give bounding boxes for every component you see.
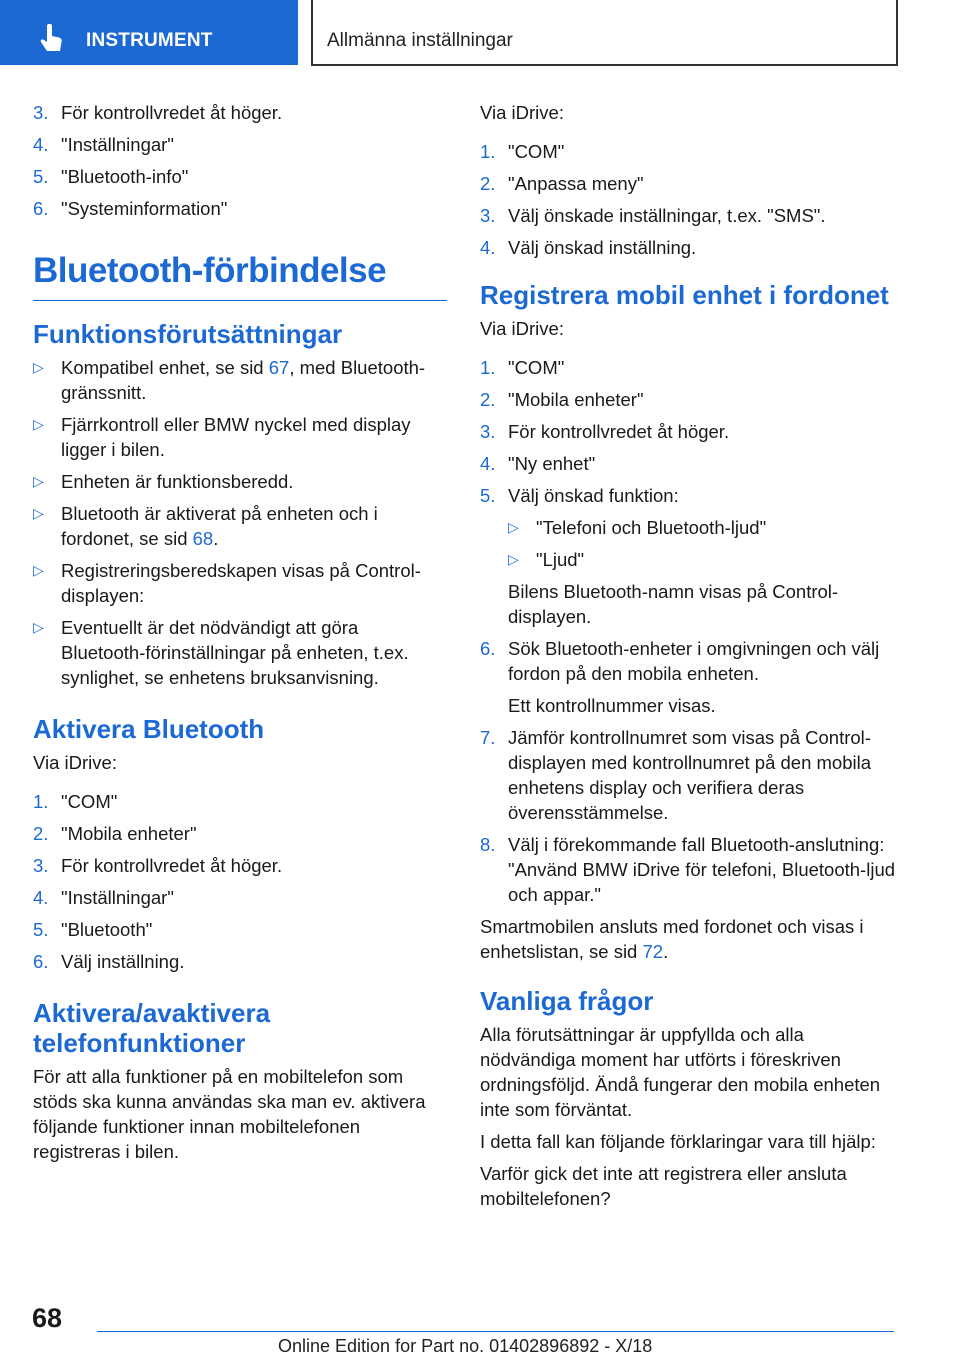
step-text: Välj önskad inställning. <box>508 237 697 258</box>
step-text: "Inställningar" <box>61 887 174 908</box>
list-item <box>480 483 900 629</box>
step-text: Välj inställning. <box>61 951 185 972</box>
triangle-bullet-icon: ▷ <box>33 619 44 635</box>
connected-text <box>480 914 900 964</box>
right-intro: Via iDrive: <box>480 102 564 123</box>
list-item <box>33 558 447 608</box>
bluetooth-name-note: Bilens Bluetooth-namn visas på Control-displayen. <box>508 581 839 627</box>
right-steps-list <box>480 139 900 260</box>
footer-divider <box>97 1331 894 1332</box>
item-text: Enheten är funktionsberedd. <box>61 471 294 492</box>
list-item <box>480 451 900 476</box>
paragraph-text: Smartmobilen ansluts med fordonet och visas i enhetslistan, se sid <box>480 916 864 962</box>
item-text: Fjärrkontroll eller BMW nyckel med display ligger i bilen. <box>61 414 411 460</box>
list-item <box>480 203 900 228</box>
step-text: Jämför kontrollnumret som visas på Control-displayen med kontrollnumret på den mobila enhetens display och verifiera deras överensstämmelse. <box>508 727 872 823</box>
step-number: 7. <box>480 727 496 748</box>
step-text: Välj önskad funktion: <box>508 485 679 506</box>
triangle-bullet-icon: ▷ <box>33 359 44 375</box>
list-item <box>480 139 900 164</box>
list-item <box>33 469 447 494</box>
list-item <box>480 636 900 718</box>
phone-functions-heading: Aktivera/avaktivera telefonfunktioner <box>33 998 271 1058</box>
list-item <box>33 789 447 814</box>
step-text: "Ny enhet" <box>508 453 596 474</box>
list-item <box>480 171 900 196</box>
activate-steps-list <box>33 789 447 974</box>
option-text: "Ljud" <box>536 549 585 570</box>
activate-heading: Aktivera Bluetooth <box>33 714 265 744</box>
control-number-note: Ett kontrollnummer visas. <box>508 695 716 716</box>
step-number: 8. <box>480 834 496 855</box>
triangle-bullet-icon: ▷ <box>33 416 44 432</box>
step-number: 3. <box>33 855 49 876</box>
item-text: , med Bluetooth-gränssnitt. <box>61 357 426 403</box>
chapter-tab[interactable] <box>0 0 298 65</box>
chapter-tab-label: INSTRUMENT <box>86 30 213 51</box>
faq-paragraph-3: Varför gick det inte att registrera eller ansluta mobiltelefonen? <box>480 1163 847 1209</box>
step-number: 5. <box>33 919 49 940</box>
list-item <box>480 355 900 380</box>
main-heading: Bluetooth-förbindelse <box>33 251 447 301</box>
intro-steps-list <box>33 100 447 221</box>
list-item <box>33 355 447 405</box>
step-text: För kontrollvredet åt höger. <box>508 421 730 442</box>
list-item <box>33 132 447 157</box>
step-number: 5. <box>480 485 496 506</box>
register-intro: Via iDrive: <box>480 318 564 339</box>
step-text: Sök Bluetooth-enheter i omgivningen och välj fordon på den mobila enheten. <box>508 638 880 684</box>
list-item <box>33 196 447 221</box>
step-number: 3. <box>480 421 496 442</box>
step-text: "COM" <box>61 791 118 812</box>
step-text: "Inställningar" <box>61 134 174 155</box>
register-steps-list <box>480 355 900 907</box>
list-item <box>480 387 900 412</box>
step-text: Välj önskade inställningar, t.ex. "SMS". <box>508 205 826 226</box>
step-text: "COM" <box>508 357 565 378</box>
step-text: "Anpassa meny" <box>508 173 644 194</box>
step-number: 6. <box>480 638 496 659</box>
prereq-heading: Funktionsförutsättningar <box>33 319 343 349</box>
step-number: 4. <box>480 453 496 474</box>
list-item <box>33 164 447 189</box>
list-item <box>33 501 447 551</box>
activate-intro: Via iDrive: <box>33 752 117 773</box>
step-number: 1. <box>480 141 496 162</box>
item-text: Eventuellt är det nödvändigt att göra Bluetooth-förinställningar på enheten, t.ex. synlighet, se enhetens bruksanvisning. <box>61 617 409 688</box>
list-item <box>33 821 447 846</box>
step-text: "Systeminformation" <box>61 198 228 219</box>
step-number: 3. <box>480 205 496 226</box>
register-heading: Registrera mobil enhet i fordonet <box>480 280 889 310</box>
step-text: "Mobila enheter" <box>508 389 644 410</box>
step-number: 1. <box>480 357 496 378</box>
list-item <box>33 615 447 690</box>
right-column <box>480 100 900 1218</box>
step-text: För kontrollvredet åt höger. <box>61 855 283 876</box>
triangle-bullet-icon: ▷ <box>33 473 44 489</box>
list-item <box>33 917 447 942</box>
faq-paragraph-2: I detta fall kan följande förklaringar vara till hjälp: <box>480 1131 876 1152</box>
faq-heading: Vanliga frågor <box>480 986 654 1016</box>
step-number: 6. <box>33 951 49 972</box>
item-text: Kompatibel enhet, se sid <box>61 357 269 378</box>
step-number: 3. <box>33 102 49 123</box>
step-number: 4. <box>480 237 496 258</box>
step-text: Välj i förekommande fall Bluetooth-anslutning: "Använd BMW iDrive för telefoni, Bluetooth-ljud och appar." <box>508 834 896 905</box>
step-text: "Bluetooth-info" <box>61 166 189 187</box>
section-header <box>311 0 898 66</box>
step-text: "Bluetooth" <box>61 919 153 940</box>
step-text: "Mobila enheter" <box>61 823 197 844</box>
paragraph-text: . <box>663 941 669 962</box>
step-number: 2. <box>480 173 496 194</box>
triangle-bullet-icon: ▷ <box>33 505 44 521</box>
faq-paragraph-1: Alla förutsättningar är uppfyllda och alla nödvändiga moment har utförts i föreskriven ordningsföljd. Ändå fungerar den mobila enheten inte som förväntat. <box>480 1024 881 1120</box>
page-link[interactable]: 68 <box>192 528 214 549</box>
edition-footer: Online Edition for Part no. 01402896892 - X/18 <box>278 1336 653 1356</box>
list-item <box>33 949 447 974</box>
list-item <box>33 885 447 910</box>
triangle-bullet-icon: ▷ <box>33 562 44 578</box>
step-number: 2. <box>480 389 496 410</box>
list-item <box>480 725 900 825</box>
list-item <box>33 412 447 462</box>
list-item <box>480 419 900 444</box>
phone-functions-text: För att alla funktioner på en mobiltelefon som stöds ska kunna användas ska man ev. aktivera följande funktioner innan mobiltelefonen registreras i bilen. <box>33 1066 426 1162</box>
list-item <box>508 547 900 572</box>
step-number: 5. <box>33 166 49 187</box>
step-number: 2. <box>33 823 49 844</box>
item-text: Bluetooth är aktiverat på enheten och i fordonet, se sid <box>61 503 378 549</box>
triangle-bullet-icon: ▷ <box>508 551 519 567</box>
list-item <box>33 100 447 125</box>
page-number: 68 <box>32 1303 63 1333</box>
prereq-list <box>33 355 447 690</box>
step-number: 6. <box>33 198 49 219</box>
step-number: 4. <box>33 887 49 908</box>
page-link[interactable]: 67 <box>268 357 290 378</box>
list-item <box>33 853 447 878</box>
step-text: För kontrollvredet åt höger. <box>61 102 283 123</box>
triangle-bullet-icon: ▷ <box>508 519 519 535</box>
hand-pointer-icon <box>38 24 66 54</box>
item-text: Registreringsberedskapen visas på Control-displayen: <box>61 560 421 606</box>
list-item <box>508 515 900 540</box>
section-title: Allmänna inställningar <box>327 30 513 51</box>
step-number: 4. <box>33 134 49 155</box>
page-link[interactable]: 72 <box>642 941 664 962</box>
left-column <box>33 100 447 1171</box>
item-text: . <box>213 528 219 549</box>
list-item <box>480 832 900 907</box>
step-number: 1. <box>33 791 49 812</box>
function-options-list <box>508 515 900 572</box>
option-text: "Telefoni och Bluetooth-ljud" <box>536 517 767 538</box>
list-item <box>480 235 900 260</box>
step-text: "COM" <box>508 141 565 162</box>
